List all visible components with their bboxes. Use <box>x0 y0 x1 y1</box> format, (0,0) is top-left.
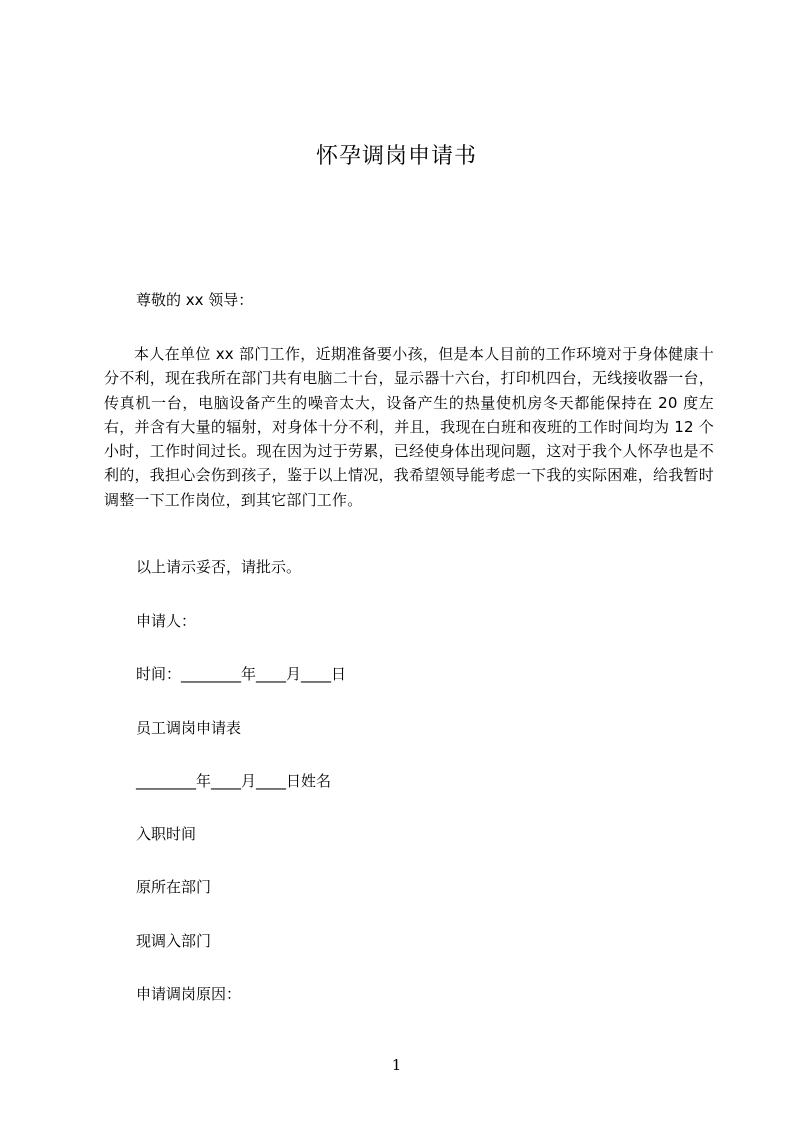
applicant-label: 申请人： <box>136 612 197 630</box>
date-name-line: ________年____月____日姓名 <box>136 772 332 790</box>
body-paragraph: 本人在单位 xx 部门工作，近期准备要小孩，但是本人目前的工作环境对于身体健康十分不利，现在我所在部门共有电脑二十台，显示器十六台，打印机四台，无线接收器一台，传真机一台，电脑设备产生的噪音太大，设备产生的热量使机房冬天都能保持在 20 度左右，并含有大量的辐射，对身体十分不利，并且，我现在白班和夜班的工作时间均为 12 个小时，工作时间过长。现在因为过于劳累，已经使身体出现问题，这对于我个人怀孕也是不利的，我担心会伤到孩子，鉴于以上情况，我希望领导能考虑一下我的实际困难，给我暂时调整一下工作岗位，到其它部门工作。 <box>104 345 714 509</box>
new-dept-label: 现调入部门 <box>136 932 212 950</box>
document-title: 怀孕调岗申请书 <box>315 144 477 169</box>
date-line: 时间：________年____月____日 <box>136 665 347 683</box>
hire-date-label: 入职时间 <box>136 825 197 843</box>
salutation: 尊敬的 xx 领导： <box>136 291 254 309</box>
page-number: 1 <box>391 1056 402 1074</box>
request-line: 以上请示妥否，请批示。 <box>136 558 302 576</box>
original-dept-label: 原所在部门 <box>136 878 212 896</box>
form-title: 员工调岗申请表 <box>136 719 242 737</box>
reason-label: 申请调岗原因： <box>136 985 242 1003</box>
